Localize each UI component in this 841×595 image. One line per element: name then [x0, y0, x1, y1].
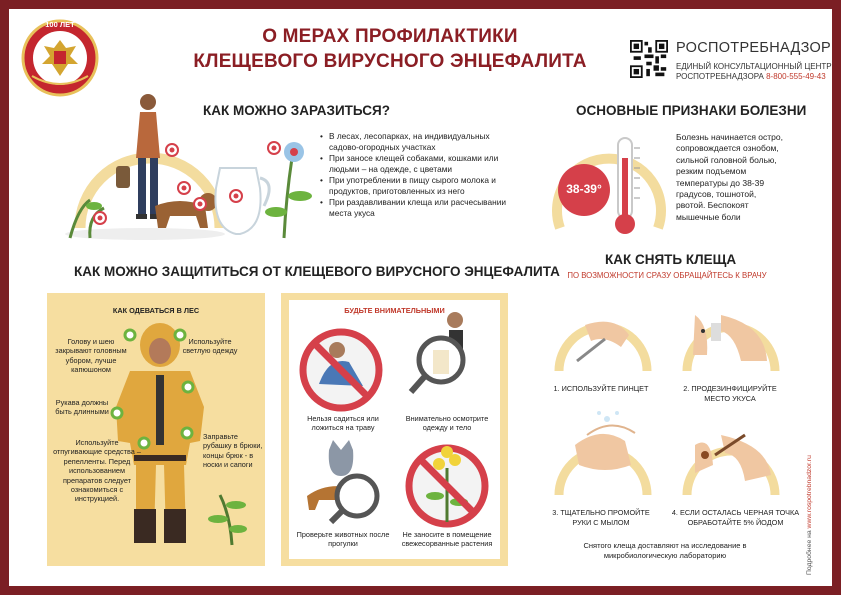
remove-step-3: 3. ТЩАТЕЛЬНО ПРОМОЙТЕ РУКИ С МЫЛОМ	[552, 508, 650, 527]
title-line-2: КЛЕЩЕВОГО ВИРУСНОГО ЭНЦЕФАЛИТА	[193, 51, 587, 72]
remove-footer-note: Снятого клеща доставляют на исследование в микробиологическую лабораторию	[583, 541, 747, 560]
remove-heading: КАК СНЯТЬ КЛЕЩА	[605, 252, 737, 267]
tip-inspect-body: Внимательно осмотрите одежду и тело	[405, 414, 489, 433]
dress-markers	[47, 293, 265, 566]
infection-item: • При употреблении в пищу сырого молока и продуктов, приготовленных из него	[320, 175, 520, 197]
infection-item: • В лесах, лесопарках, на индивидуальных садово-огородных участках	[320, 131, 520, 153]
tip-head: Голову и шею закрывают головным убором, лучше капюшоном	[55, 337, 127, 375]
remove-subheading: ПО ВОЗМОЖНОСТИ СРАЗУ ОБРАЩАЙТЕСЬ К ВРАЧУ	[567, 271, 767, 280]
infection-item: • При заносе клещей собаками, кошками или людьми – на одежде, с цветами	[320, 153, 520, 175]
remove-step-4: 4. ЕСЛИ ОСТАЛАСЬ ЧЕРНАЯ ТОЧКА ОБРАБОТАЙТЕ 5% ЙОДОМ	[671, 508, 800, 527]
tip-repellent: Используйте отпугивающие средства – репелленты. Перед использованием препаратов следует ознакомиться с инструкцией.	[53, 438, 141, 504]
website-link[interactable]	[806, 455, 813, 575]
org-subtitle: ЕДИНЫЙ КОНСУЛЬТАЦИОННЫЙ ЦЕНТР	[676, 62, 832, 71]
org-sub2-text: РОСПОТРЕБНАДЗОРА	[676, 72, 764, 81]
symptoms-heading: ОСНОВНЫЕ ПРИЗНАКИ БОЛЕЗНИ	[576, 103, 807, 118]
org-name: РОСПОТРЕБНАДЗОР	[676, 40, 832, 56]
rospotrebnadzor-100-years-logo	[20, 18, 100, 98]
title-line-1: О МЕРАХ ПРОФИЛАКТИКИ	[262, 26, 518, 47]
website-prefix: Подробнее на	[806, 530, 813, 575]
attention-title: БУДЬТЕ ВНИМАТЕЛЬНЫМИ	[344, 306, 445, 315]
symptoms-text: Болезнь начинается остро, сопровождается ознобом, сильной головной болью, резким подъемом температуры до 38-39 градусов, тошнотой, рвотой. Беспокоят мышечные боли	[676, 132, 783, 222]
temperature-badge: 38-39°	[566, 182, 602, 196]
org-hotline	[676, 72, 826, 81]
tip-no-sitting: Нельзя садиться или ложиться на траву	[307, 414, 379, 433]
logo-text: 100 ЛЕТ	[45, 20, 75, 29]
infection-heading: КАК МОЖНО ЗАРАЗИТЬСЯ?	[203, 103, 390, 118]
tip-tuck-in: Заправьте рубашку в брюки, концы брюк - в носки и сапоги	[203, 432, 263, 470]
hotline-phone[interactable]: 8-800-555-49-43	[766, 72, 826, 81]
infection-item: • При раздавливании клеща или расчесывании места укуса	[320, 197, 520, 219]
protect-heading: КАК МОЖНО ЗАЩИТИТЬСЯ ОТ КЛЕЩЕВОГО ВИРУСНОГО ЭНЦЕФАЛИТА	[74, 264, 560, 279]
remove-steps-illustrations	[545, 285, 790, 530]
tip-check-pets: Проверьте животных после прогулки	[296, 530, 390, 549]
qr-code-icon[interactable]	[630, 40, 668, 78]
infection-list	[320, 131, 520, 219]
tip-no-fresh-plants: Не заносите в помещение свежесорванные растения	[401, 530, 493, 549]
page-title	[190, 24, 590, 74]
website-url[interactable]: www.rospotrebnadzor.ru	[806, 455, 813, 529]
dress-title: КАК ОДЕВАТЬСЯ В ЛЕС	[112, 306, 200, 315]
remove-step-2: 2. ПРОДЕЗИНФИЦИРУЙТЕ МЕСТО УКУСА	[683, 384, 777, 403]
remove-step-1: 1. ИСПОЛЬЗУЙТЕ ПИНЦЕТ	[553, 384, 649, 393]
tip-light-clothes: Используйте светлую одежду	[182, 337, 238, 356]
tip-sleeves: Рукава должны быть длинными	[55, 398, 109, 417]
